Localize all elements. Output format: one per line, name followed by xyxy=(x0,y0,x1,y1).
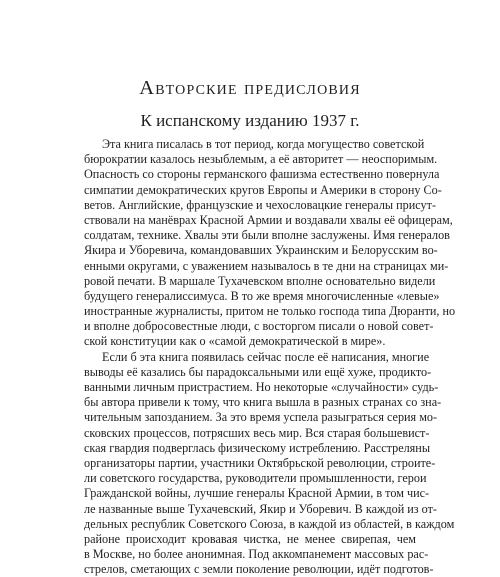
text-line: выводы её казались бы парадоксальными или ещё хуже, продикто- xyxy=(84,364,432,379)
text-line: иностранные журналисты, притом не только господа типа Дюранти, но xyxy=(84,304,456,319)
text-line: ствовали на манёврах Красной Армии и воздавали хвалы её офицерам, xyxy=(84,212,453,227)
text-line: ской конституции как о «самой демократической в мире». xyxy=(84,334,386,349)
text-line: бюрократии казалось незыблемым, а её авторитет — неоспоримым. xyxy=(84,152,438,167)
text-line: енными округами, с уважением называлось в те дни на страницах ми- xyxy=(84,258,449,273)
text-line: Если б эта книга появилась сейчас после её написания, многие xyxy=(102,349,430,364)
text-line: ровой печати. В маршале Тухачевском вполне основательно видели xyxy=(84,273,436,288)
text-line: солдатам, технике. Хвалы эти были вполне заслужены. Имя генералов xyxy=(84,228,450,243)
text-line: дельных республик Советского Союза, в каждой из областей, в каждом xyxy=(84,516,455,531)
text-line: будущего генералиссимуса. В то же время многочисленные «левые» xyxy=(84,288,440,303)
text-line: бы автора привели к тому, что книга вышла в разных странах со зна- xyxy=(84,395,442,410)
text-line: Якира и Уборевича, командовавших Украинским и Белорусским во- xyxy=(84,243,438,258)
text-line: ветов. Английские, французские и чехословацкие генералы присут- xyxy=(84,197,437,212)
text-line: в Москве, но более анонимная. Под аккомпанемент массовых рас- xyxy=(84,547,429,562)
text-line: организаторы партии, участники Октябрьской революции, строите- xyxy=(84,455,436,470)
text-line: ская гвардия подверглась физическому истреблению. Расстреляны xyxy=(84,440,431,455)
text-line: сковских процессов, потрясших весь мир. Вся старая большевист- xyxy=(84,425,430,440)
section-subtitle: К испанскому изданию 1937 г. xyxy=(140,111,360,130)
text-line: Опасность со стороны германского фашизма естественно повернула xyxy=(84,167,440,182)
text-line: ли советского государства, руководители промышленности, герои xyxy=(84,471,427,486)
paragraph-1 xyxy=(84,137,456,350)
text-line: симпатии демократических кругов Европы и Америки в сторону Со- xyxy=(84,182,442,197)
paragraph-2 xyxy=(84,349,455,577)
text-line: Эта книга писалась в тот период, когда могущество советской xyxy=(102,137,425,151)
text-line: ле названные выше Тухачевский, Якир и Уборевич. В каждой из от- xyxy=(84,501,437,516)
text-line: стрелов, сметающих с земли поколение революции, идёт подготов- xyxy=(84,562,434,577)
page-title: Авторские предисловия xyxy=(139,77,361,99)
text-line: и вполне добросовестные люди, с восторгом писали о новой совет- xyxy=(84,319,434,334)
body-text xyxy=(84,137,456,577)
text-line: Гражданской войны, лучшие генералы Красной Армии, в том чис- xyxy=(84,486,430,501)
text-line: чительным запозданием. За это время успела разыграться серия мо- xyxy=(84,410,438,425)
text-line: ванными личным пристрастием. Но некоторые «случайности» судь- xyxy=(84,380,439,394)
text-line: районе происходит кровавая чистка, не менее свирепая, чем xyxy=(84,531,416,546)
